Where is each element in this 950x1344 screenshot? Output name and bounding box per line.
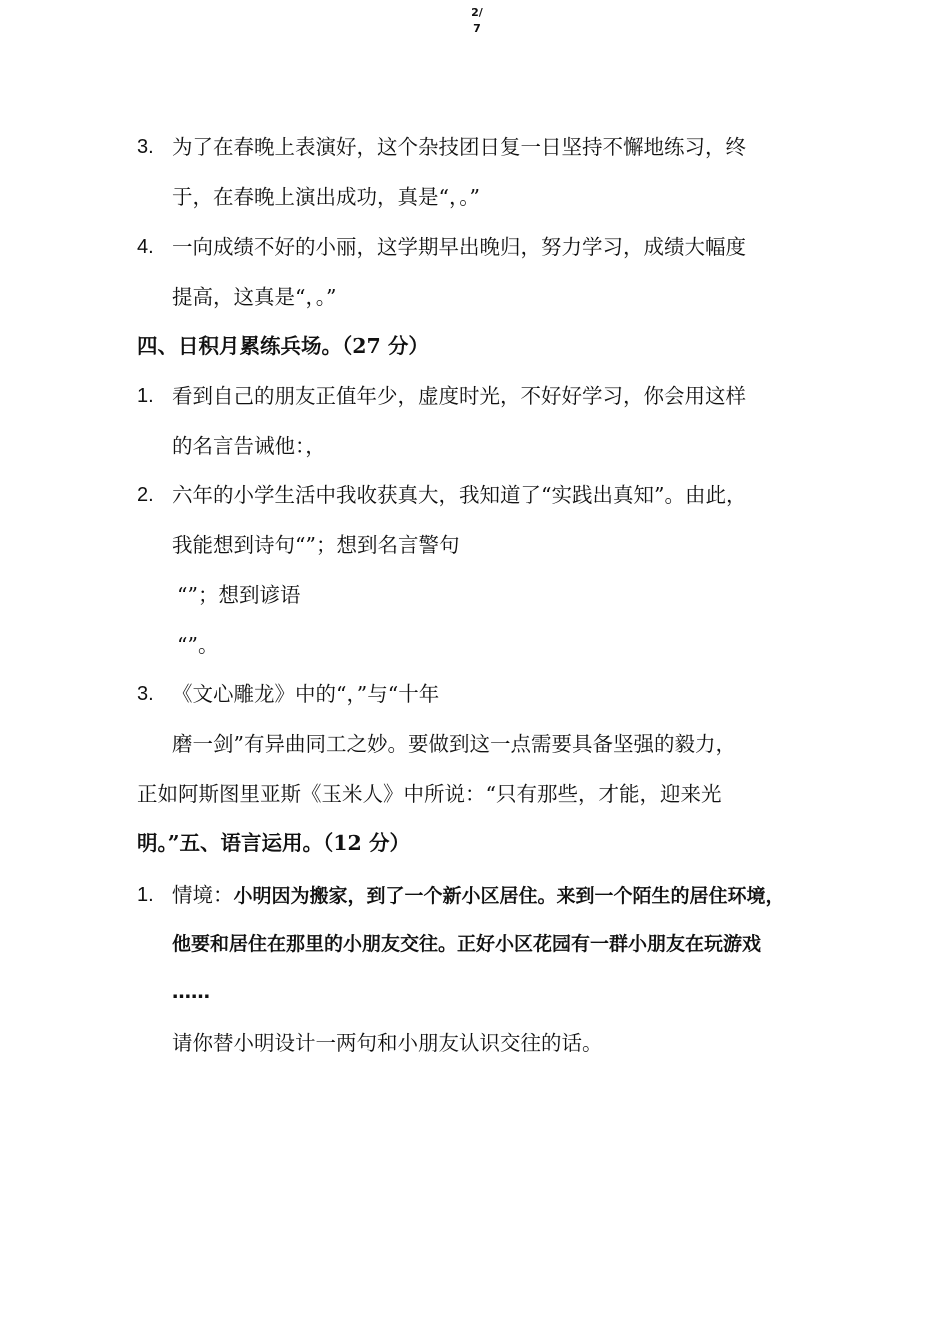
text-line: 正如阿斯图里亚斯《玉米人》中所说：“只有那些，才能，迎来光 [137, 782, 722, 806]
text-line: 的名言告诫他：， [172, 434, 326, 458]
text-line: 《文心雕龙》中的“，”与“十年 [172, 682, 440, 706]
text-line: 我能想到诗句“”；想到名言警句 [172, 533, 460, 557]
text-line: 他要和居住在那里的小朋友交往。正好小区花园有一群小朋友在玩游戏 [172, 933, 762, 955]
text-line: 一向成绩不好的小丽，这学期早出晚归，努力学习，成绩大幅度 [172, 235, 746, 259]
text-line: 请你替小明设计一两句和小朋友认识交往的话。 [172, 1031, 603, 1055]
section-heading: 明。”五、语言运用。（12 分） [137, 831, 410, 855]
text-line: “”；想到谚语 [177, 583, 301, 607]
item-number: 1. [137, 884, 154, 906]
text-line [172, 880, 785, 911]
ellipsis-line: …… [172, 981, 210, 1003]
text-line: 为了在春晚上表演好，这个杂技团日复一日坚持不懈地练习，终 [172, 135, 746, 159]
item-number: 1. [137, 385, 154, 407]
situation-text: 小明因为搬家，到了一个新小区居住。来到一个陌生的居住环境， [233, 885, 785, 907]
item-number: 3. [137, 683, 154, 705]
item-number: 2. [137, 484, 154, 506]
text-line: 于，在春晚上演出成功，真是“，。” [172, 185, 480, 209]
text-line: 看到自己的朋友正值年少，虚度时光，不好好学习，你会用这样 [172, 384, 746, 408]
text-line: “”。 [177, 633, 219, 657]
section-heading: 四、日积月累练兵场。（27 分） [137, 334, 429, 358]
situation-label: 情境： [172, 883, 234, 907]
page-number-top: 2/ [471, 6, 483, 19]
item-number: 3. [137, 136, 154, 158]
item-number: 4. [137, 236, 154, 258]
page-number-bottom: 7 [473, 22, 481, 35]
text-line: 六年的小学生活中我收获真大，我知道了“实践出真知”。由此， [172, 483, 747, 507]
text-line: 提高，这真是“，。” [172, 285, 337, 309]
text-line: 磨一剑”有异曲同工之妙。要做到这一点需要具备坚强的毅力， [172, 732, 736, 756]
